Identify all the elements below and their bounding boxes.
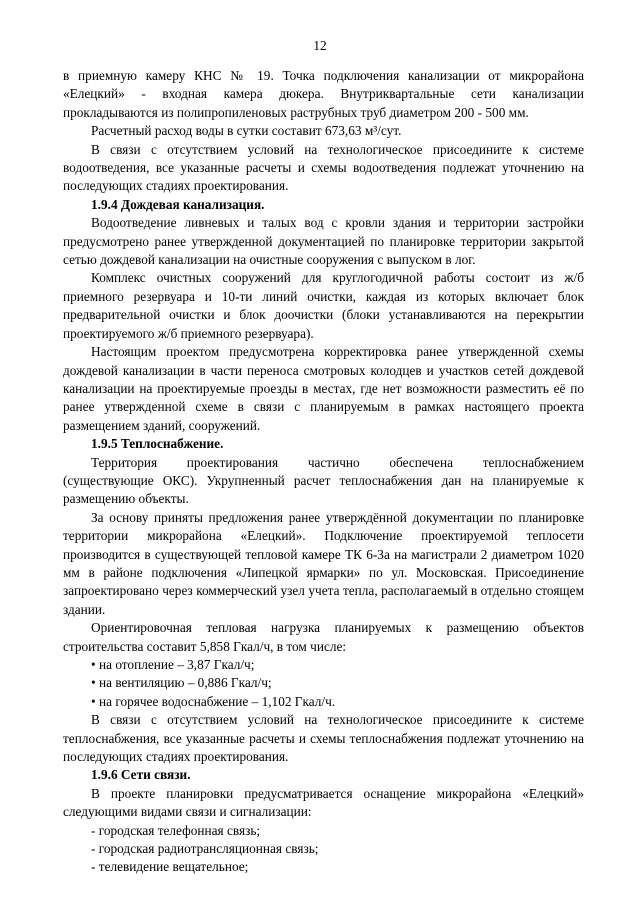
section-heading-communications: 1.9.6 Сети связи. [91,767,191,783]
paragraph-territory-rest: (существующие ОКС). Укрупненный расчет теплоснабжения дан на планируемые к размещению объекты. [63,472,584,507]
list-item-telephone: - городская телефонная связь; [91,822,261,838]
page-body [63,67,584,877]
paragraph-water-consumption: Расчетный расход воды в сутки составит 673,63 м³/сут. [91,123,402,139]
paragraph-territory-line1: Территория проектирования частично обеспечена теплоснабжением [91,454,584,470]
paragraph-sewer-note: В связи с отсутствием условий на технологическое присоедините к системе водоотведения, все указанные расчеты и схемы водоотведения подлежат уточнению на последующих стадиях проектирования. [63,141,584,194]
paragraph-communications: В проекте планировки предусматривается оснащение микрорайона «Елецкий» следующими видами связи и сигнализации: [63,785,584,820]
paragraph-heat-connection: За основу приняты предложения ранее утверждённой документации по планировке территории микрорайона «Елецкий». Подключение проектируемой теплосети производится в существующей тепловой камере ТК 6-3а на магистрали 2 диаметром 1020 мм в районе подключения «Липецкой ярмарки» по ул. Московская. Присоединение запроектировано через коммерческий узел учета тепла, располагаемый в отдельно стоящем здании. [63,509,584,617]
list-item-hot-water: • на горячее водоснабжение – 1,102 Гкал/ч. [91,693,336,709]
paragraph-continuation: в приемную камеру КНС № 19. Точка подключения канализации от микрорайона «Елецкий» - входная камера дюкера. Внутриквартальные сети канализации прокладываются из полипропиленовых раструбных труб диаметром 200 - 500 мм. [63,68,584,120]
paragraph-heat-load: Ориентировочная тепловая нагрузка планируемых к размещению объектов строительства составит 5,858 Гкал/ч, в том числе: [63,620,584,654]
list-item-ventilation: • на вентиляцию – 0,886 Гкал/ч; [91,675,272,691]
paragraph-correction: Настоящим проектом предусмотрена корректировка ранее утвержденной схемы дождевой канализации в части переноса смотровых колодцев и участков сетей дождевой канализации на проектируемые проезды в местах, где нет возможности разместить её по ранее утвержденной схеме в связи с планируемым в рамках настоящего проекта размещением зданий, сооружений. [63,344,584,433]
list-item-television: - телевидение вещательное; [91,859,249,875]
list-item-radio: - городская радиотрансляционная связь; [91,841,319,857]
paragraph-storm-drainage: Водоотведение ливневых и талых вод с кровли здания и территории застройки предусмотрено ранее утвержденной документацией по планировке территории закрытой сетью дождевой канализации на очистные сооружения с выпуском в лог. [63,215,584,268]
section-heading-heat-supply: 1.9.5 Теплоснабжение. [91,436,224,452]
section-heading-storm-sewer: 1.9.4 Дождевая канализация. [91,196,265,212]
page-number: 12 [313,38,327,53]
paragraph-heat-note: В связи с отсутствием условий на технологическое присоедините к системе теплоснабжения, все указанные расчеты и схемы теплоснабжения подлежат уточнению на последующих стадиях проектирования. [63,712,584,765]
paragraph-treatment-complex: Комплекс очистных сооружений для круглогодичной работы состоит из ж/б приемного резервуара и 10-ти линий очистки, каждая из которых включает блок предварительной очистки и блок доочистки (блоки устанавливаются на перекрытии проектируемого ж/б приемного резервуара). [63,270,584,341]
list-item-heating: • на отопление – 3,87 Гкал/ч; [91,657,255,672]
